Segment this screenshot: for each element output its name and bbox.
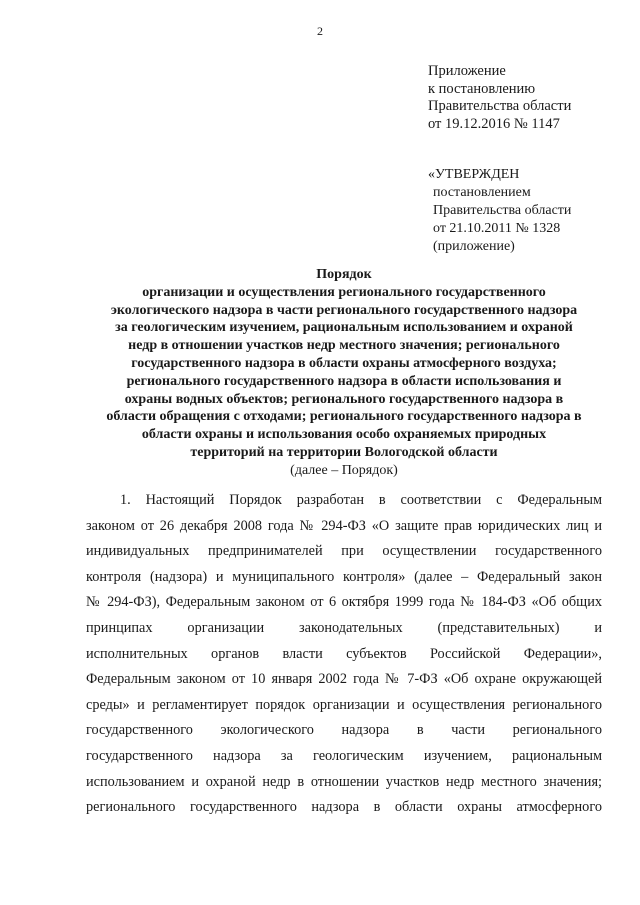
body-paragraph — [86, 488, 602, 821]
body-line: контроля (надзора) и муниципального контроля» (далее – Федеральный закон — [86, 568, 602, 585]
approval-line: от 21.10.2011 № 1328 — [433, 221, 561, 236]
body-line: № 294-ФЗ), Федеральным законом от 6 октября 1999 года № 184-ФЗ «Об общих — [86, 594, 602, 611]
body-line: среды» и регламентирует порядок организации и осуществления регионального — [86, 696, 602, 713]
title-line: недр в отношении участков недр местного значения; регионального — [128, 338, 560, 354]
approval-line: постановлением — [433, 185, 531, 200]
body-line: принципах организации законодательных (представительных) и — [86, 619, 602, 636]
appendix-line: от 19.12.2016 № 1147 — [428, 115, 560, 132]
appendix-line: Приложение — [428, 63, 506, 79]
appendix-block — [428, 63, 628, 133]
title-subtitle: (далее – Порядок) — [290, 462, 398, 478]
body-line: 1. Настоящий Порядок разработан в соответствии с Федеральным — [120, 492, 602, 508]
title-line: охраны водных объектов; регионального государственного надзора в — [124, 391, 564, 407]
body-line: использованием и охраной недр в отношении участков недр местного значения; — [86, 773, 602, 790]
title-line: регионального государственного надзора в области использования и — [126, 373, 562, 389]
title-line: организации и осуществления регионального государственного — [142, 284, 546, 300]
appendix-line: к постановлению — [428, 80, 536, 97]
body-line: законом от 26 декабря 2008 года № 294-ФЗ «О защите прав юридических лиц и — [86, 517, 602, 534]
title-line: территорий на территории Вологодской области — [190, 444, 498, 460]
body-line: регионального государственного надзора в области охраны атмосферного — [86, 799, 602, 816]
body-line: Федеральным законом от 10 января 2002 года № 7-ФЗ «Об охране окружающей — [86, 671, 602, 688]
body-line: индивидуальных предпринимателей при осуществлении государственного — [86, 543, 602, 560]
title-line: за геологическим изучением, рациональным использованием и охраной — [115, 320, 573, 336]
document-title — [70, 266, 618, 480]
title-heading: Порядок — [316, 267, 372, 282]
title-line: государственного надзора в области охраны атмосферного воздуха; — [131, 355, 557, 371]
appendix-line: Правительства области — [428, 98, 572, 114]
approval-line: «УТВЕРЖДЕН — [428, 167, 520, 182]
body-line: государственного экологического надзора в части регионального — [86, 722, 602, 739]
body-line: исполнительных органов власти субъектов Российской Федерации», — [86, 645, 602, 662]
approval-line: Правительства области — [433, 203, 572, 218]
title-line: экологического надзора в части регионального государственного надзора — [110, 302, 578, 318]
approval-stamp-block — [428, 166, 628, 256]
approval-line: (приложение) — [433, 239, 515, 254]
title-line: области охраны и использования особо охраняемых природных — [141, 427, 547, 443]
page-number: 2 — [317, 24, 323, 38]
title-line: области обращения с отходами; регионального государственного надзора в — [106, 409, 582, 425]
body-line: государственного надзора за геологическим изучением, рациональным — [86, 747, 602, 764]
